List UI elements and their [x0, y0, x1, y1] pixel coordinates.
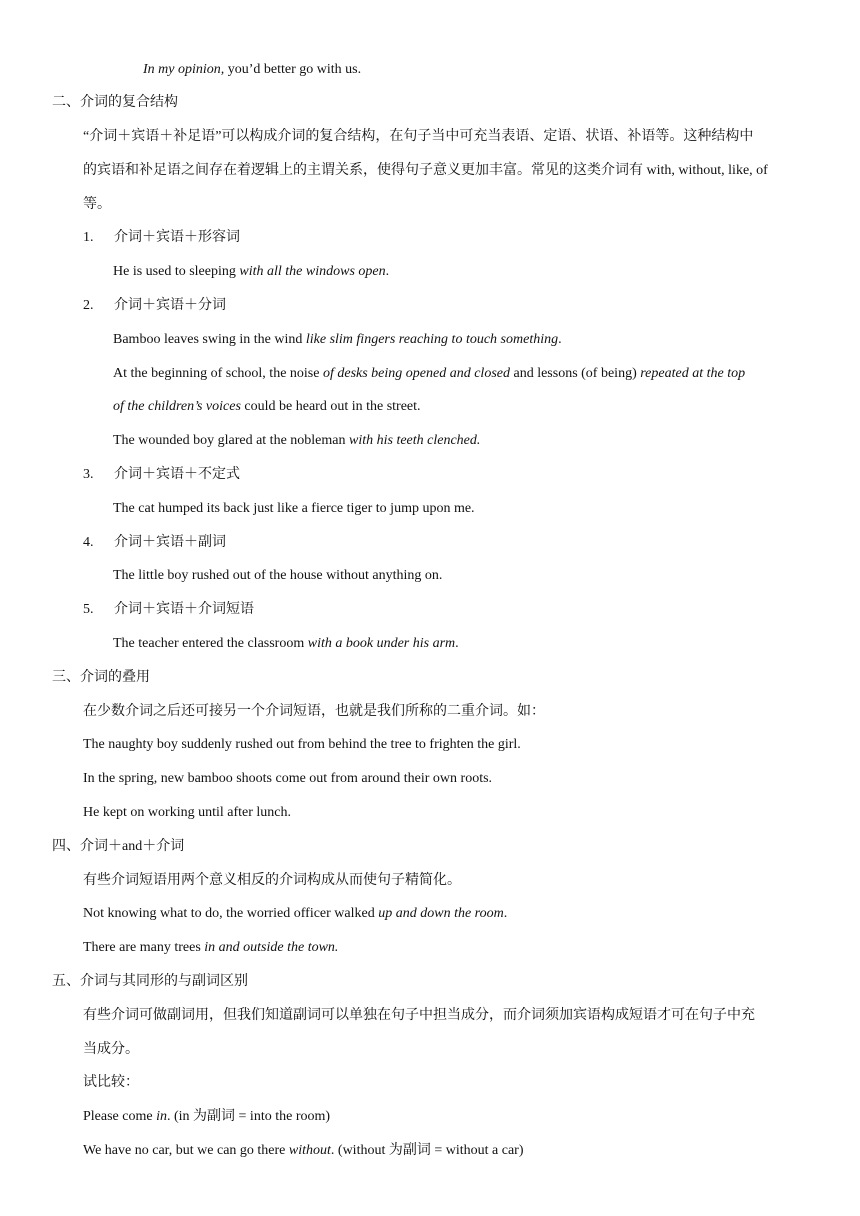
- example-line: [113, 397, 421, 417]
- example-line: [83, 904, 507, 924]
- section-heading-5: 五、介词与其同形的与副词区别: [52, 974, 248, 989]
- italic-phrase: without: [288, 1143, 331, 1158]
- italic-phrase: with a book under his arm: [307, 636, 456, 651]
- list-text: 介词＋宾语＋不定式: [114, 467, 240, 482]
- paragraph-line: 当成分。: [83, 1042, 139, 1057]
- paragraph-line: 的宾语和补足语之间存在着逻辑上的主谓关系，使得句子意义更加丰富。常见的这类介词有 with, without, like, of: [83, 163, 768, 178]
- paragraph-line: 有些介词可做副词用，但我们知道副词可以单独在句子中担当成分，而介词须加宾语构成短语才可在句子中充: [83, 1008, 755, 1023]
- italic-phrase: in and outside the town.: [204, 940, 339, 955]
- section-heading-4: 四、介词＋and＋介词: [52, 839, 185, 854]
- list-number: 1.: [83, 230, 94, 245]
- italic-phrase: In my opinion,: [143, 62, 225, 77]
- example-line: The little boy rushed out of the house without anything on.: [113, 568, 443, 583]
- text-run: .: [558, 332, 562, 347]
- list-item: [83, 533, 226, 553]
- text-run: He is used to sleeping: [113, 264, 240, 279]
- text-run: could be heard out in the street.: [240, 399, 421, 414]
- text-run: Please come: [83, 1109, 157, 1124]
- example-line: [143, 60, 361, 80]
- list-text: 介词＋宾语＋副词: [114, 535, 226, 550]
- list-item: [83, 465, 240, 485]
- text-run: . (in 为副词 = into the room): [166, 1109, 331, 1124]
- example-line: [83, 1107, 330, 1127]
- list-number: 4.: [83, 535, 94, 550]
- list-number: 5.: [83, 602, 94, 617]
- italic-phrase: up and down the room: [378, 906, 504, 921]
- list-item: [83, 296, 226, 316]
- list-text: 介词＋宾语＋形容词: [114, 230, 240, 245]
- example-line: The naughty boy suddenly rushed out from behind the tree to frighten the girl.: [83, 737, 521, 752]
- example-line: The cat humped its back just like a fierce tiger to jump upon me.: [113, 501, 475, 516]
- text-run: There are many trees: [83, 940, 205, 955]
- list-number: 3.: [83, 467, 94, 482]
- paragraph-line: 等。: [83, 197, 111, 212]
- italic-phrase: repeated at the top: [640, 366, 746, 381]
- list-item: [83, 228, 240, 248]
- list-number: 2.: [83, 298, 94, 313]
- italic-phrase: like slim fingers reaching to touch something: [305, 332, 559, 347]
- example-line: [113, 431, 480, 451]
- section-heading-3: 三、介词的叠用: [52, 670, 150, 685]
- list-text: 介词＋宾语＋介词短语: [114, 602, 254, 617]
- example-line: He kept on working until after lunch.: [83, 805, 292, 820]
- text-run: . (without 为副词 = without a car): [330, 1143, 524, 1158]
- text-run: you’d better go with us.: [224, 62, 362, 77]
- paragraph-line: 在少数介词之后还可接另一个介词短语，也就是我们所称的二重介词。如：: [83, 704, 545, 719]
- example-line: [113, 364, 745, 384]
- text-run: .: [455, 636, 459, 651]
- example-line: [113, 634, 459, 654]
- section-heading-2: 二、介词的复合结构: [52, 95, 178, 110]
- text-run: We have no car, but we can go there: [83, 1143, 289, 1158]
- text-run: .: [503, 906, 508, 921]
- text-run: At the beginning of school, the noise: [113, 366, 323, 381]
- list-text: 介词＋宾语＋分词: [114, 298, 226, 313]
- text-run: The teacher entered the classroom: [113, 636, 308, 651]
- text-run: and lessons (of being): [509, 366, 641, 381]
- paragraph-line: 有些介词短语用两个意义相反的介词构成从而使句子精简化。: [83, 873, 461, 888]
- example-line: [113, 262, 389, 282]
- italic-phrase: of desks being opened and closed: [322, 366, 510, 381]
- italic-phrase: with all the windows open: [239, 264, 386, 279]
- italic-phrase: in: [156, 1109, 167, 1124]
- paragraph-line: “介词＋宾语＋补足语”可以构成介词的复合结构，在句子当中可充当表语、定语、状语、补语等。这种结构中: [83, 129, 754, 144]
- italic-phrase: with his teeth clenched.: [348, 433, 481, 448]
- italic-phrase: of the children’s voices: [113, 399, 241, 414]
- text-run: The wounded boy glared at the nobleman: [113, 433, 349, 448]
- example-line: In the spring, new bamboo shoots come out from around their own roots.: [83, 771, 493, 786]
- example-line: [113, 330, 562, 350]
- text-run: Bamboo leaves swing in the wind: [113, 332, 306, 347]
- text-run: .: [385, 264, 390, 279]
- paragraph-line: 试比较：: [83, 1075, 139, 1090]
- example-line: [83, 938, 338, 958]
- text-run: Not knowing what to do, the worried officer walked: [83, 906, 379, 921]
- list-item: [83, 600, 254, 620]
- example-line: [83, 1141, 524, 1161]
